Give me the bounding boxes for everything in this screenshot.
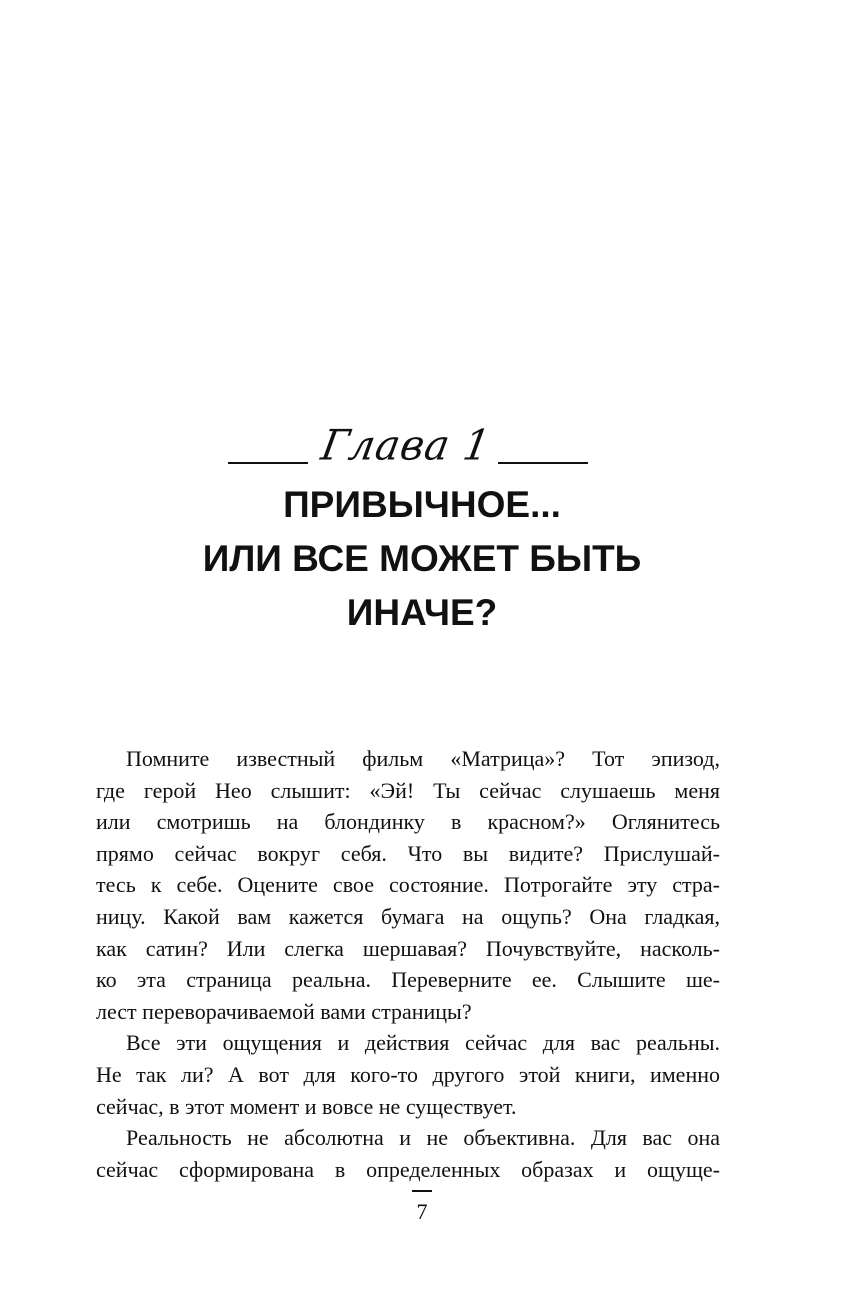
text-line: или смотришь на блондинку в красном?» Оглянитесь xyxy=(96,809,720,835)
text-line: сейчас сформирована в определенных образах и ощуще- xyxy=(96,1156,720,1182)
chapter-rule-right xyxy=(498,462,588,464)
chapter-header xyxy=(0,418,844,478)
footer-rule xyxy=(412,1190,432,1192)
chapter-title-line: ПРИВЫЧНОЕ... xyxy=(283,484,561,525)
text-line: Реальность не абсолютна и не объективна. Для вас она xyxy=(126,1125,720,1151)
text-line: как сатин? Или слегка шершавая? Почувствуйте, насколь- xyxy=(96,935,720,961)
text-line: прямо сейчас вокруг себя. Что вы видите? Прислушай- xyxy=(96,840,720,866)
paragraph xyxy=(96,743,720,1027)
page-number: 7 xyxy=(416,1199,428,1224)
text-line: где герой Нео слышит: «Эй! Ты сейчас слушаешь меня xyxy=(96,777,720,803)
text-line: Не так ли? А вот для кого-то другого этой книги, именно xyxy=(96,1061,720,1087)
text-line: сейчас, в этот момент и вовсе не существует. xyxy=(96,1093,517,1119)
page-footer xyxy=(0,1190,844,1226)
text-line: ницу. Какой вам кажется бумага на ощупь? Она гладкая, xyxy=(96,903,720,929)
paragraph xyxy=(96,1027,720,1122)
text-line: Все эти ощущения и действия сейчас для вас реальны. xyxy=(126,1030,720,1056)
text-line: лест переворачиваемой вами страницы? xyxy=(96,998,472,1024)
chapter-rule-left xyxy=(228,462,308,464)
paragraph xyxy=(96,1122,720,1185)
chapter-label: Глава 1 xyxy=(317,421,495,471)
chapter-title-line: ИНАЧЕ? xyxy=(346,592,498,633)
text-line: Помните известный фильм «Матрица»? Тот эпизод, xyxy=(126,746,720,771)
text-line: ко эта страница реальна. Переверните ее. Слышите ше- xyxy=(96,967,720,993)
chapter-title-line: ИЛИ ВСЕ МОЖЕТ БЫТЬ xyxy=(202,538,642,579)
text-line: тесь к себе. Оцените свое состояние. Потрогайте эту стра- xyxy=(96,872,720,898)
chapter-title xyxy=(80,478,764,640)
body-text xyxy=(96,743,720,1185)
